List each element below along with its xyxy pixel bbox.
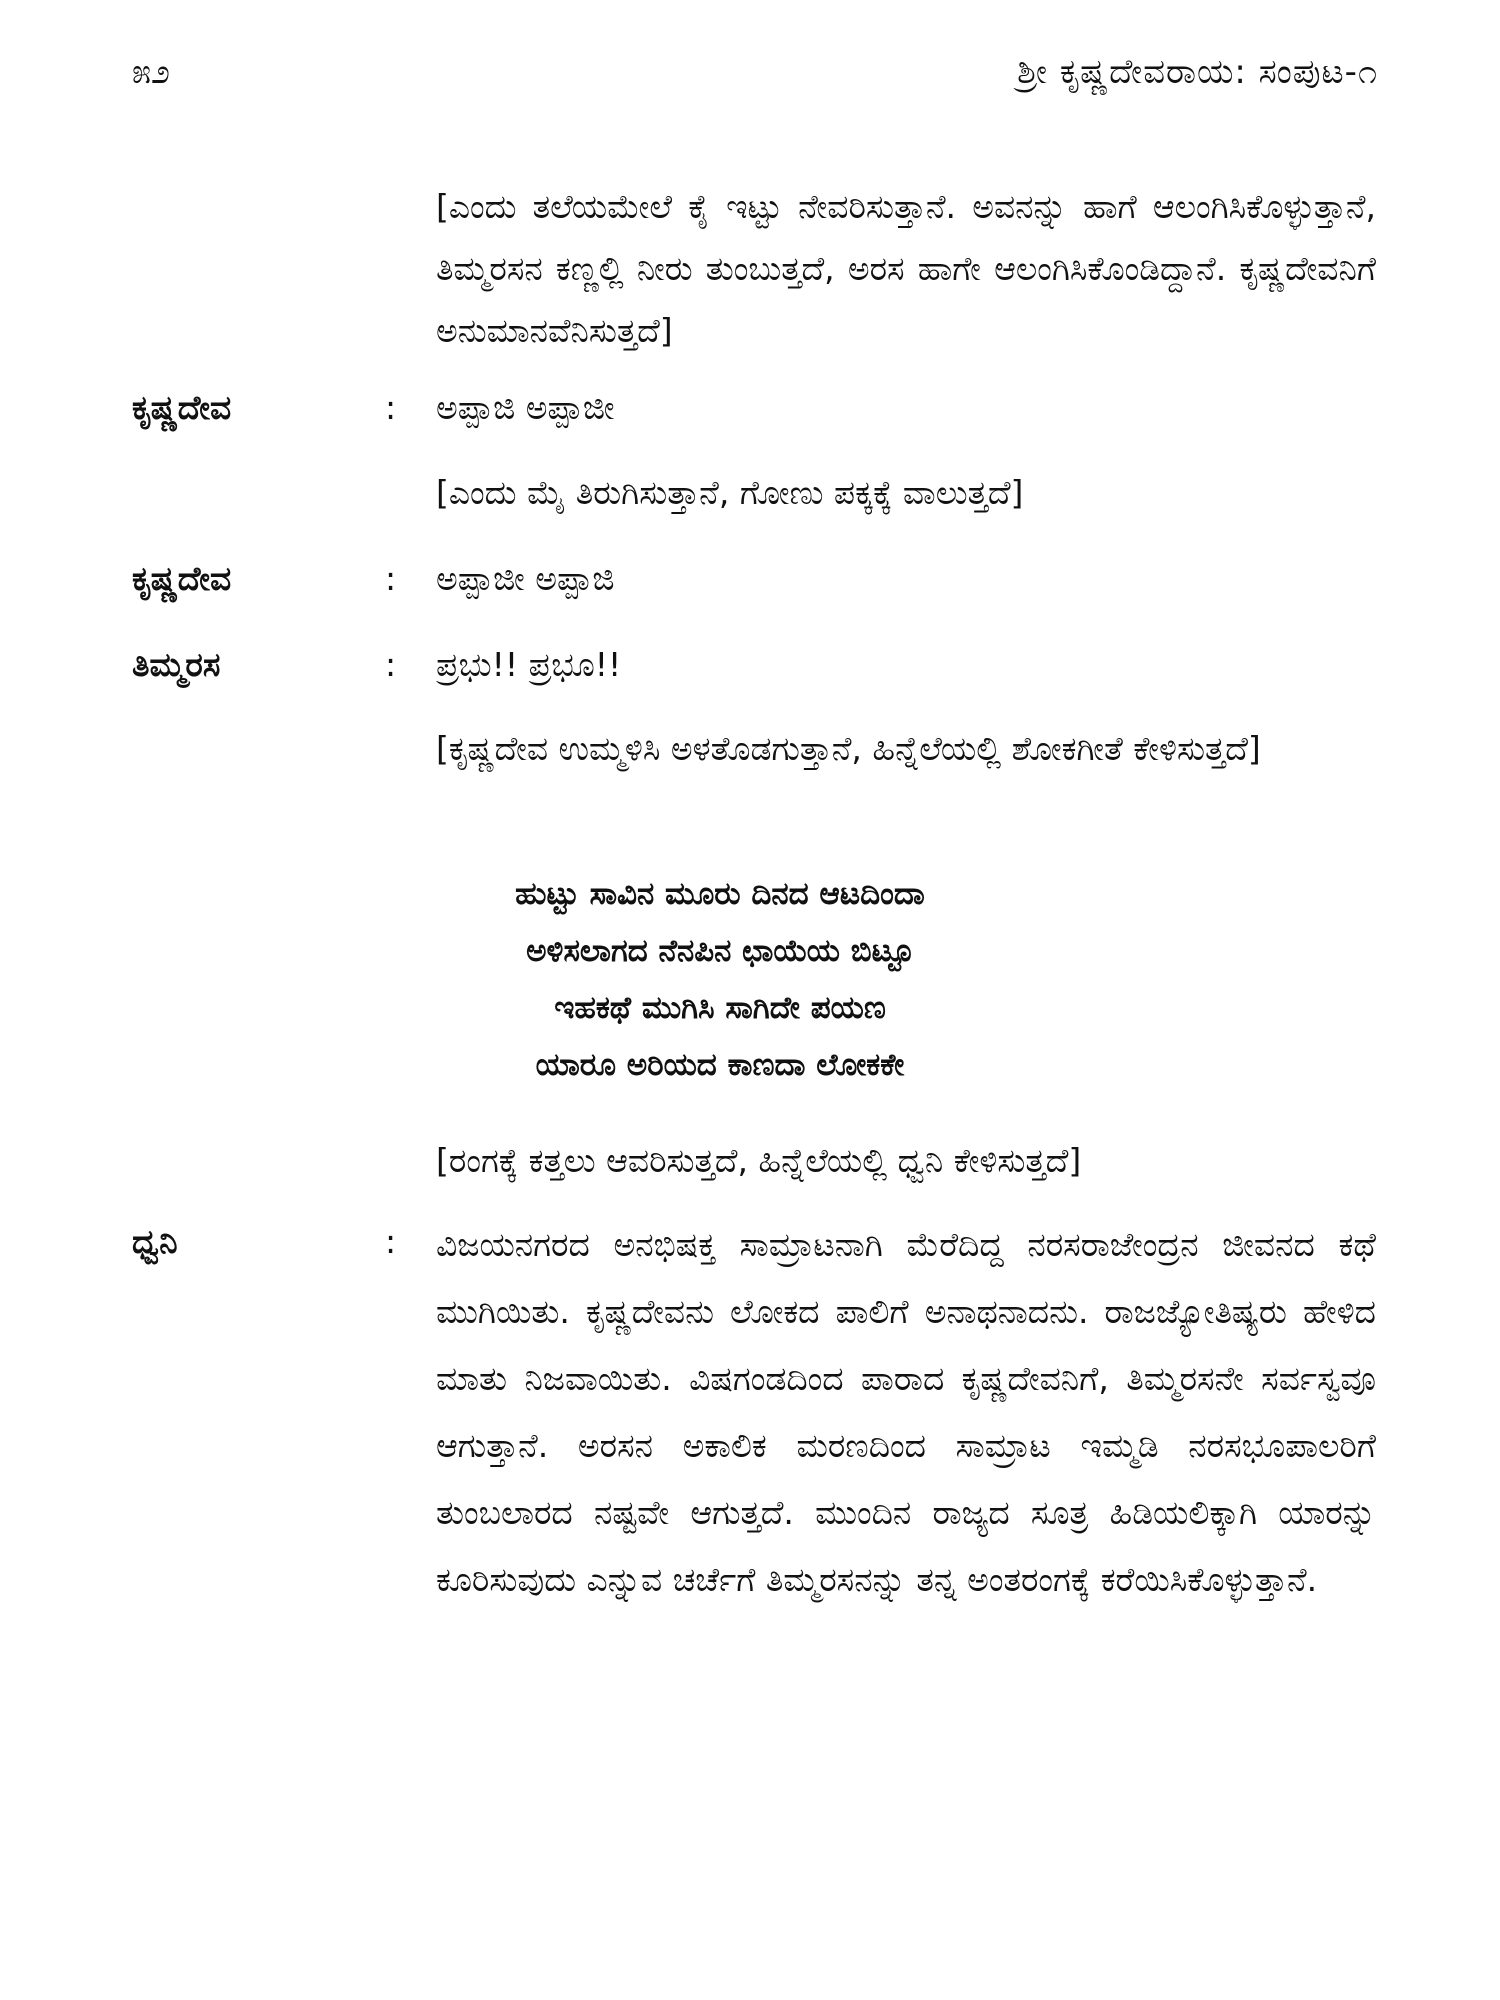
dialogue-line: ಅಪ್ಪಾಜೀ ಅಪ್ಪಾಜಿ xyxy=(436,559,615,598)
speaker-name: ಕೃಷ್ಣದೇವ xyxy=(132,388,232,427)
speaker-colon: : xyxy=(385,559,397,598)
song-verse xyxy=(440,866,1000,1094)
dialogue-line: ಅಪ್ಪಾಜಿ ಅಪ್ಪಾಜೀ xyxy=(436,388,615,427)
song-line: ಅಳಿಸಲಾಗದ ನೆನಪಿನ ಛಾಯೆಯ ಬಿಟ್ಟೂ xyxy=(526,933,914,969)
narration-paragraph: ವಿಜಯನಗರದ ಅನಭಿಷಕ್ತ ಸಾಮ್ರಾಟನಾಗಿ ಮೆರೆದಿದ್ದ ನರಸರಾಜೇಂದ್ರನ ಜೀವನದ ಕಥೆ ಮುಗಿಯಿತು. ಕೃಷ್ಣದೇವನು ಲೋಕದ ಪಾಲಿಗೆ ಅನಾಥನಾದನು. ರಾಜಜ್ಯೋತಿಷ್ಯರು ಹೇಳಿದ ಮಾತು ನಿಜವಾಯಿತು. ವಿಷಗಂಡದಿಂದ ಪಾರಾದ ಕೃಷ್ಣದೇವನಿಗೆ, ತಿಮ್ಮರಸನೇ ಸರ್ವಸ್ವವೂ ಆಗುತ್ತಾನೆ. ಅರಸನ ಅಕಾಲಿಕ ಮರಣದಿಂದ ಸಾಮ್ರಾಟ ಇಮ್ಮಡಿ ನರಸಭೂಪಾಲರಿಗೆ ತುಂಬಲಾರದ ನಷ್ಟವೇ ಆಗುತ್ತದೆ. ಮುಂದಿನ ರಾಜ್ಯದ ಸೂತ್ರ ಹಿಡಿಯಲಿಕ್ಕಾಗಿ ಯಾರನ್ನು ಕೂರಿಸುವುದು ಎನ್ನುವ ಚರ್ಚೆಗೆ ತಿಮ್ಮರಸನನ್ನು ತನ್ನ ಅಂತರಂಗಕ್ಕೆ ಕರೆಯಿಸಿಕೊಳ್ಳುತ್ತಾನೆ. xyxy=(436,1225,1376,1599)
speaker-colon: : xyxy=(385,1222,397,1261)
speaker-colon: : xyxy=(385,645,397,684)
stage-direction: [ಎಂದು ಮೈ ತಿರುಗಿಸುತ್ತಾನೆ, ಗೋಣು ಪಕ್ಕಕ್ಕೆ ವಾಲುತ್ತದೆ] xyxy=(436,473,1024,512)
song-line: ಹುಟ್ಟು ಸಾವಿನ ಮೂರು ದಿನದ ಆಟದಿಂದಾ xyxy=(515,876,925,912)
stage-direction: [ಎಂದು ತಲೆಯಮೇಲೆ ಕೈ ಇಟ್ಟು ನೇವರಿಸುತ್ತಾನೆ. ಅವನನ್ನು ಹಾಗೆ ಆಲಂಗಿಸಿಕೊಳ್ಳುತ್ತಾನೆ, ತಿಮ್ಮರಸನ ಕಣ್ಣಲ್ಲಿ ನೀರು ತುಂಬುತ್ತದೆ, ಅರಸ ಹಾಗೇ ಆಲಂಗಿಸಿಕೊಂಡಿದ್ದಾನೆ. ಕೃಷ್ಣದೇವನಿಗೆ ಅನುಮಾನವೆನಿಸುತ್ತದೆ] xyxy=(436,187,1376,350)
dialogue-line: ಪ್ರಭು!! ಪ್ರಭೂ!! xyxy=(436,645,622,684)
song-line: ಇಹಕಥೆ ಮುಗಿಸಿ ಸಾಗಿದೇ ಪಯಣ xyxy=(554,990,886,1026)
stage-direction: [ಕೃಷ್ಣದೇವ ಉಮ್ಮಳಿಸಿ ಅಳತೊಡಗುತ್ತಾನೆ, ಹಿನ್ನೆಲೆಯಲ್ಲಿ ಶೋಕಗೀತೆ ಕೇಳಿಸುತ್ತದೆ] xyxy=(436,729,1261,768)
speaker-colon: : xyxy=(385,388,397,427)
song-line: ಯಾರೂ ಅರಿಯದ ಕಾಣದಾ ಲೋಕಕೇ xyxy=(535,1047,905,1083)
speaker-name: ಧ್ವನಿ xyxy=(132,1222,178,1261)
running-title: ಶ್ರೀ ಕೃಷ್ಣದೇವರಾಯ: ಸಂಪುಟ-೧ xyxy=(1017,52,1378,92)
speaker-name: ತಿಮ್ಮರಸ xyxy=(132,645,221,684)
page-number: ೫೨ xyxy=(132,52,171,92)
speaker-name: ಕೃಷ್ಣದೇವ xyxy=(132,559,232,598)
stage-direction: [ರಂಗಕ್ಕೆ ಕತ್ತಲು ಆವರಿಸುತ್ತದೆ, ಹಿನ್ನೆಲೆಯಲ್ಲಿ ಧ್ವನಿ ಕೇಳಿಸುತ್ತದೆ] xyxy=(436,1141,1082,1180)
